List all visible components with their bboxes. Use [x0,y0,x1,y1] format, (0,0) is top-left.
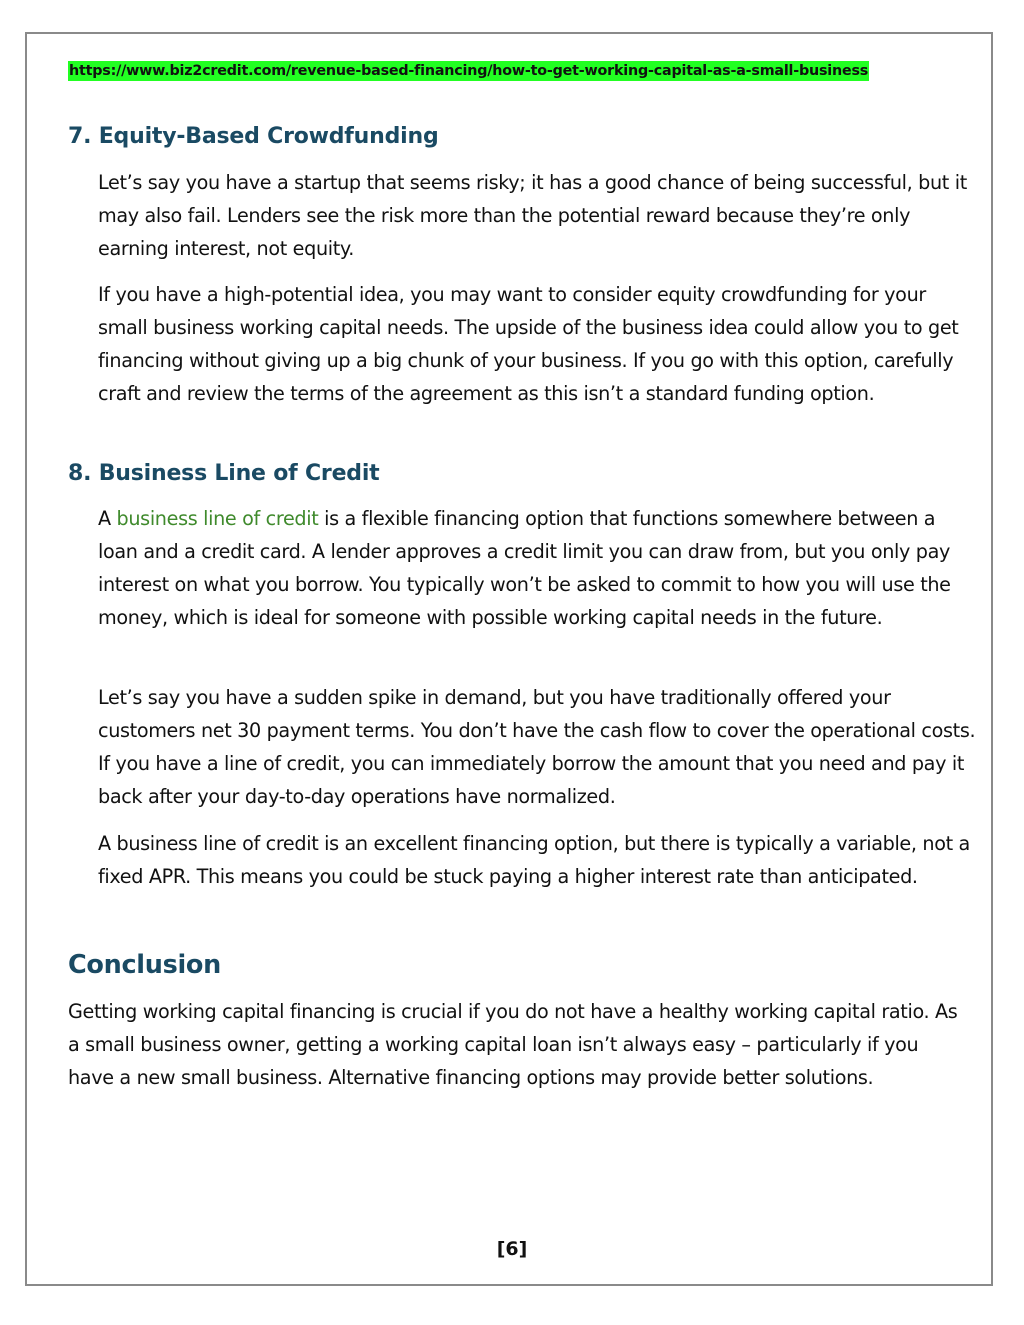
section-heading-equity-crowdfunding: 7. Equity-Based Crowdfunding [68,124,439,149]
paragraph-credit-1 [98,502,978,634]
paragraph-equity-1: Let’s say you have a startup that seems risky; it has a good chance of being successful, but it may also fail. Lenders see the risk more than the potential reward because they’re only earning interest, not equity. [98,171,967,260]
paragraph-credit-3: A business line of credit is an excellent financing option, but there is typically a variable, not a fixed APR. This means you could be stuck paying a higher interest rate than anticipated. [98,832,970,888]
business-line-of-credit-link[interactable]: business line of credit [116,507,319,530]
source-url-link[interactable]: https://www.biz2credit.com/revenue-based-financing/how-to-get-working-capital-as-a-small-business [69,63,869,79]
section-heading-business-line-of-credit: 8. Business Line of Credit [68,461,380,486]
conclusion-paragraph: Getting working capital financing is crucial if you do not have a healthy working capital ratio. As a small business owner, getting a working capital loan isn’t always easy – particularly if you have a new small business. Alternative financing options may provide better solutions. [68,1000,958,1089]
paragraph-credit-1-rest: is a flexible financing option that functions somewhere between a loan and a credit card. A lender approves a credit limit you can draw from, but you only pay interest on what you borrow. You typically won’t be asked to commit to how you will use the money, which is ideal for someone with possible working capital needs in the future. [98,507,951,629]
page-number: [6] [496,1238,528,1260]
paragraph-credit-1-intro: A [98,507,117,530]
conclusion-heading: Conclusion [68,950,221,980]
paragraph-equity-2: If you have a high-potential idea, you may want to consider equity crowdfunding for your small business working capital needs. The upside of the business idea could allow you to get financing without giving up a big chunk of your business. If you go with this option, carefully craft and review the terms of the agreement as this isn’t a standard funding option. [98,283,959,405]
paragraph-credit-2: Let’s say you have a sudden spike in demand, but you have traditionally offered your customers net 30 payment terms. You don’t have the cash flow to cover the operational costs. If you have a line of credit, you can immediately borrow the amount that you need and pay it back after your day-to-day operations have normalized. [98,686,976,808]
